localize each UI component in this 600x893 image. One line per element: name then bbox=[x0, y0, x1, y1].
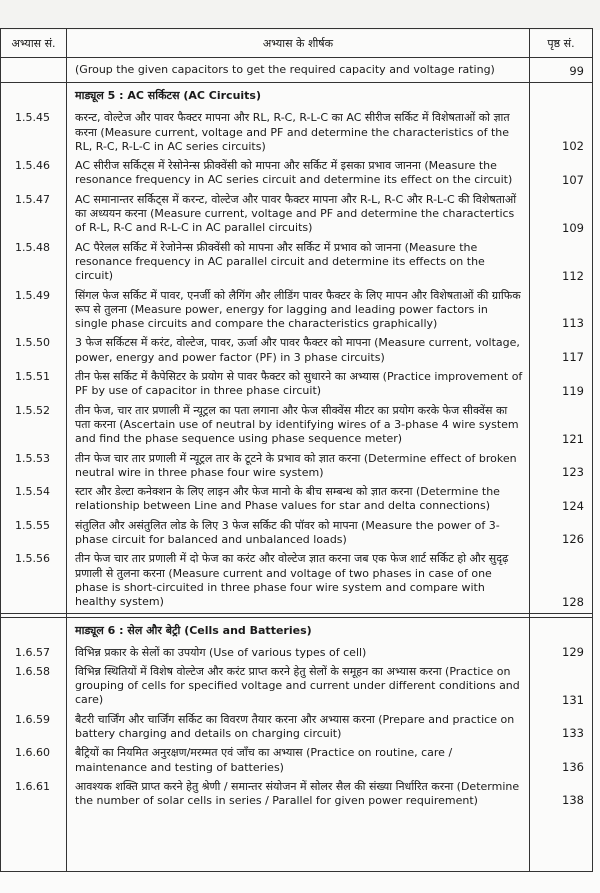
row-number: 1.5.45 bbox=[1, 109, 67, 157]
row-number: 1.5.50 bbox=[1, 334, 67, 368]
row-number bbox=[1, 58, 67, 83]
table-row bbox=[1, 368, 593, 402]
table-row bbox=[1, 663, 593, 711]
table-row bbox=[1, 287, 593, 335]
row-page: 112 bbox=[530, 239, 593, 287]
row-title: आवश्यक शक्ति प्राप्त करने हेतु श्रेणी / समान्तर संयोजन में सोलर सैल की संख्या निर्धारित करना (Determine the number of solar cells in series / Parallel for given power requirement) bbox=[67, 778, 530, 812]
row-number: 1.5.49 bbox=[1, 287, 67, 335]
row-page: 102 bbox=[530, 109, 593, 157]
row-number: 1.5.56 bbox=[1, 550, 67, 613]
row-title: तीन फेज, चार तार प्रणाली में न्यूट्रल का पता लगाना और फेज सीक्वेंस मीटर का प्रयोग करके फेज सीक्वेंस का पता करना (Ascertain use of neutral by identifying wires of a 3-phase 4 wire system and find the phase sequence using phase sequence meter) bbox=[67, 402, 530, 450]
row-title: AC सीरीज सर्किट्स में रेसोनेन्स फ्रीक्वेंसी को मापना और सर्किट में इसका प्रभाव जानना (Measure the resonance frequency in AC series circuit and determine its effect on the circuit) bbox=[67, 157, 530, 191]
row-page: 107 bbox=[530, 157, 593, 191]
row-title: स्टार और डेल्टा कनेक्शन के लिए लाइन और फेज मानो के बीच सम्बन्ध को ज्ञात करना (Determine the relationship between Line and Phase values for star and delta connections) bbox=[67, 483, 530, 517]
table-row bbox=[1, 334, 593, 368]
table-row bbox=[1, 450, 593, 484]
module-heading: माड्यूल 5 : AC सर्किटस (AC Circuits) bbox=[67, 83, 530, 110]
table-footer-space bbox=[1, 811, 593, 872]
row-title: बैट्रियों का नियमित अनुरक्षण/मरम्मत एवं जाँच का अभ्यास (Practice on routine, care / maintenance and testing of batteries) bbox=[67, 744, 530, 778]
table-row bbox=[1, 402, 593, 450]
row-title: AC पैरेलल सर्किट में रेजोनेन्स फ्रीक्वेंसी को मापना और सर्किट में प्रभाव को जानना (Measure the resonance frequency in AC parallel circuit and determine its effects on the circuit) bbox=[67, 239, 530, 287]
module-heading-row bbox=[1, 83, 593, 110]
row-number: 1.6.61 bbox=[1, 778, 67, 812]
row-number: 1.5.55 bbox=[1, 517, 67, 551]
table-row bbox=[1, 157, 593, 191]
table-row bbox=[1, 744, 593, 778]
row-page: 121 bbox=[530, 402, 593, 450]
table-row bbox=[1, 239, 593, 287]
row-page: 113 bbox=[530, 287, 593, 335]
header-page: पृष्ठ सं. bbox=[530, 29, 593, 58]
row-number: 1.5.48 bbox=[1, 239, 67, 287]
table-row bbox=[1, 58, 593, 83]
row-title: AC समानान्तर सर्किट्स में करन्ट, वोल्टेज और पावर फैक्टर मापना और R-L, R-C और R-L-C की विशेषताओं का अध्ययन करना (Measure current, voltage and PF and determine the charactertics of R-L, R-C and R-L-C in AC parallel circuits) bbox=[67, 191, 530, 239]
row-number: 1.6.57 bbox=[1, 644, 67, 663]
row-page: 129 bbox=[530, 644, 593, 663]
row-title: तीन फेज चार तार प्रणाली में दो फेज का करंट और वोल्टेज ज्ञात करना जब एक फेज शार्ट सर्किट हो और सुदृढ़ प्रणाली से तुलना करना (Measure current and voltage of two phases in case of one phase is short-circuited in three phase four wire system and compare with healthy system) bbox=[67, 550, 530, 613]
table-body bbox=[1, 58, 593, 872]
row-title: विभिन्न प्रकार के सेलों का उपयोग (Use of various types of cell) bbox=[67, 644, 530, 663]
row-title: बैटरी चार्जिंग और चार्जिंग सर्किट का विवरण तैयार करना और अभ्यास करना (Prepare and practice on battery charging and details on charging circuit) bbox=[67, 711, 530, 745]
row-page: 99 bbox=[530, 58, 593, 83]
row-page: 124 bbox=[530, 483, 593, 517]
table-row bbox=[1, 550, 593, 613]
contents-table bbox=[0, 28, 593, 872]
row-title: तीन फेस सर्किट में कैपेसिटर के प्रयोग से पावर फैक्टर को सुधारने का अभ्यास (Practice improvement of PF by use of capacitor in three phase circuit) bbox=[67, 368, 530, 402]
row-number: 1.6.59 bbox=[1, 711, 67, 745]
row-number: 1.6.60 bbox=[1, 744, 67, 778]
row-number: 1.5.54 bbox=[1, 483, 67, 517]
row-title: करन्ट, वोल्टेज और पावर फैक्टर मापना और RL, R-C, R-L-C का AC सीरीज सर्किट में विशेषताओं को ज्ञात करना (Measure current, voltage and PF and determine the characteristics of the RL, R-C, R-L-C in AC series circuits) bbox=[67, 109, 530, 157]
row-title: विभिन्न स्थितियों में विशेष वोल्टेज और करंट प्राप्त करने हेतु सेलों के समूहन का अभ्यास करना (Practice on grouping of cells for specified voltage and current under different conditions and care) bbox=[67, 663, 530, 711]
header-number: अभ्यास सं. bbox=[1, 29, 67, 58]
row-page: 136 bbox=[530, 744, 593, 778]
row-title: 3 फेज सर्किटस में करंट, वोल्टेज, पावर, ऊर्जा और पावर फैक्टर को मापना (Measure current, voltage, power, energy and power factor (PF) in 3 phase circuits) bbox=[67, 334, 530, 368]
row-number: 1.5.53 bbox=[1, 450, 67, 484]
row-title: तीन फेज चार तार प्रणाली में न्यूट्रल तार के टूटने के प्रभाव को ज्ञात करना (Determine effect of broken neutral wire in three phase four wire system) bbox=[67, 450, 530, 484]
row-number: 1.5.51 bbox=[1, 368, 67, 402]
row-number: 1.5.47 bbox=[1, 191, 67, 239]
row-page: 123 bbox=[530, 450, 593, 484]
row-page: 126 bbox=[530, 517, 593, 551]
table-row bbox=[1, 711, 593, 745]
row-page: 109 bbox=[530, 191, 593, 239]
row-number: 1.5.52 bbox=[1, 402, 67, 450]
row-page: 128 bbox=[530, 550, 593, 613]
row-page: 138 bbox=[530, 778, 593, 812]
table-header bbox=[1, 29, 593, 58]
row-page: 133 bbox=[530, 711, 593, 745]
table-row bbox=[1, 517, 593, 551]
module-heading-row bbox=[1, 617, 593, 644]
row-title: सिंगल फेज सर्किट में पावर, एनर्जी को लैगिंग और लीडिंग पावर फैक्टर के लिए मापन और विशेषताओं की ग्राफिक रूप से तुलना (Measure power, energy for lagging and leading power factors in single phase circuits and compare the characteristics graphically) bbox=[67, 287, 530, 335]
table-row bbox=[1, 191, 593, 239]
table-row bbox=[1, 778, 593, 812]
table-row bbox=[1, 109, 593, 157]
module-heading: माड्यूल 6 : सेल और बेट्री (Cells and Batteries) bbox=[67, 617, 530, 644]
row-number: 1.5.46 bbox=[1, 157, 67, 191]
row-page: 119 bbox=[530, 368, 593, 402]
row-page: 131 bbox=[530, 663, 593, 711]
header-title: अभ्यास के शीर्षक bbox=[67, 29, 530, 58]
row-page: 117 bbox=[530, 334, 593, 368]
row-title: संतुलित और असंतुलित लोड के लिए 3 फेज सर्किट की पॉवर को मापना (Measure the power of 3-phase circuit for balanced and unbalanced loads) bbox=[67, 517, 530, 551]
table-row bbox=[1, 483, 593, 517]
row-number: 1.6.58 bbox=[1, 663, 67, 711]
table-row bbox=[1, 644, 593, 663]
row-title: (Group the given capacitors to get the required capacity and voltage rating) bbox=[67, 58, 530, 83]
